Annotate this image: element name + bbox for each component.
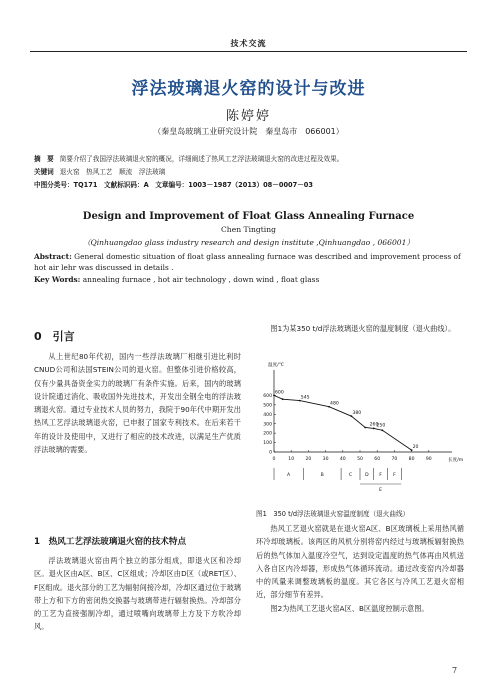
keywords-text: 退火窑 热风工艺 顺流 浮法玻璃: [59, 168, 166, 176]
classification-line: 中图分类号：TQ171 文献标识码：A 文章编号：1003－1987（2013）08－0007－03: [34, 181, 313, 189]
series-line: [274, 395, 412, 450]
article-affiliation: （秦皇岛玻璃工业研究设计院 秦皇岛市 066001）: [153, 127, 344, 136]
data-point: [364, 427, 366, 429]
x-tick-label: 40: [339, 457, 346, 462]
chinese-abstract: [34, 155, 464, 164]
english-keywords-text: annealing furnace , hot air technology , down wind , float glass: [82, 275, 320, 284]
annealing-curve-chart: [256, 356, 464, 502]
x-tick-label: 0: [272, 457, 276, 462]
y-tick-label: 0: [269, 450, 272, 456]
keywords-label: 关键词: [34, 168, 54, 176]
x-tick-label: 80: [408, 457, 415, 462]
section-0-heading: 0 引言: [34, 330, 75, 343]
x-tick-label: 90: [425, 457, 432, 462]
abstract-label: 摘 要: [34, 155, 54, 163]
data-label: 480: [330, 401, 339, 407]
english-affiliation: （Qinhuangdao glass industry research and design institute ,Qinhuangdao , 066001）: [82, 238, 415, 247]
paragraph: 图1为某350 t/d浮法玻璃退火窑的温度制度（退火曲线）。: [270, 324, 456, 333]
x-tick-label: 60: [374, 457, 381, 462]
running-header: [0, 0, 497, 52]
zone-label: A: [287, 473, 291, 478]
zone-label: B: [320, 473, 324, 478]
x-tick-label: 50: [357, 457, 363, 462]
figure-caption: 图1 350 t/d浮法玻璃退火窑温度制度（退火曲线）: [256, 510, 410, 518]
zone-label: C: [348, 473, 353, 478]
data-label: 260: [369, 422, 379, 428]
english-abstract: [34, 251, 464, 273]
abstract-text: 简要介绍了我国浮法玻璃退火窑的概况，详细阐述了热风工艺浮法玻璃退火窑的改进过程及效果。: [59, 155, 344, 163]
data-point: [381, 429, 383, 431]
page-number: 7: [452, 666, 458, 675]
zone-label: D: [365, 473, 369, 478]
y-tick-label: 300: [263, 422, 272, 428]
x-tick-label: 70: [391, 457, 398, 462]
y-tick-label: 600: [263, 394, 272, 400]
column-label: 技术交流: [230, 39, 267, 48]
x-tick-label: 30: [322, 457, 329, 462]
section-1-body: [34, 554, 241, 634]
article-title: 浮法玻璃退火窑的设计与改进: [131, 79, 366, 99]
english-abstract-label: Abstract:: [34, 252, 72, 261]
y-axis-label: 温度/℃: [268, 363, 284, 368]
data-label: 20: [412, 445, 419, 451]
english-author: Chen Tingting: [221, 225, 276, 234]
y-tick-label: 500: [263, 403, 272, 409]
english-abstract-text: General domestic situation of float glass annealing furnace was described and improvement process of hot air lehr was discussed in details .: [34, 252, 461, 272]
header-rule: [30, 51, 467, 52]
data-label: 250: [376, 423, 386, 429]
y-tick-label: 200: [263, 431, 272, 437]
zone-label: E: [379, 488, 383, 493]
section-1-heading: 1 热风工艺浮法玻璃退火窑的技术特点: [34, 537, 187, 547]
paragraph: 图2为热风工艺退火窑A区、B区温度控制示意图。: [270, 603, 429, 613]
chinese-keywords: [34, 168, 464, 177]
zone-label: F: [379, 473, 382, 478]
x-axis-label: 长度/m: [448, 458, 464, 463]
english-title: Design and Improvement of Float Glass Annealing Furnace: [82, 211, 415, 222]
data-label: 600: [275, 390, 284, 396]
section-0-body: [34, 350, 241, 456]
x-tick-label: 10: [288, 457, 295, 462]
y-tick-label: 400: [263, 412, 272, 418]
data-point: [373, 428, 375, 430]
figure-intro: [256, 322, 464, 335]
data-point: [282, 398, 284, 400]
y-tick-label: 100: [263, 441, 272, 447]
x-tick-label: 20: [305, 457, 312, 462]
right-body: [256, 522, 464, 615]
paragraph: 热风工艺退火窑就是在退火窑A区、B区玻璃板上采用热风循环冷却玻璃板。该两区的风机分别将窑内经过与玻璃板辐射换热后的热气体加入温度冷空气，达到设定温度的热气体再由风机送入各自区内冷却器，形成热气体循环流动。通过改变窑内冷却器中的风量来调整玻璃板的温度。其它各区与冷风工艺退火窑相近，部分细节有差异。: [256, 524, 464, 600]
paragraph: 从上世纪80年代初，国内一些浮法玻璃厂相继引进比利时CNUD公司和法国STEIN公司的退火窑。但整体引进价格较高，仅有少量具备资金实力的玻璃厂有条件实施。后来，国内的玻璃设计院通过消化、吸收国外先进技术，开发出全钢全电的浮法玻璃退火窑。通过专业技术人员的努力，我院于90年代中期开发出热风工艺浮法玻璃退火窑，已申报了国家专利技术。在后来若干年的设计及使用中，又进行了相应的技术改进，以满足生产优质浮法玻璃的需要。: [34, 352, 241, 455]
paragraph: 浮法玻璃退火窑由两个独立的部分组成，即退火区和冷却区。退火区由A区、B区、C区组成；冷却区由D区（或RET区）、F区组成。退火部分的工艺为辐射间接冷却，冷却区通过位于玻璃带上方和下方的密闭热交换器与玻璃带进行辐射换热。冷却部分的工艺为直接强制冷却，通过喷嘴向玻璃带上方及下方吹冷却风。: [34, 556, 241, 632]
data-label: 545: [300, 395, 310, 401]
english-keywords-label: Key Words:: [34, 275, 81, 284]
english-keywords: [34, 275, 464, 284]
article-author: 陈婷婷: [225, 109, 271, 124]
data-label: 380: [352, 411, 362, 417]
zone-label: F: [393, 473, 396, 478]
